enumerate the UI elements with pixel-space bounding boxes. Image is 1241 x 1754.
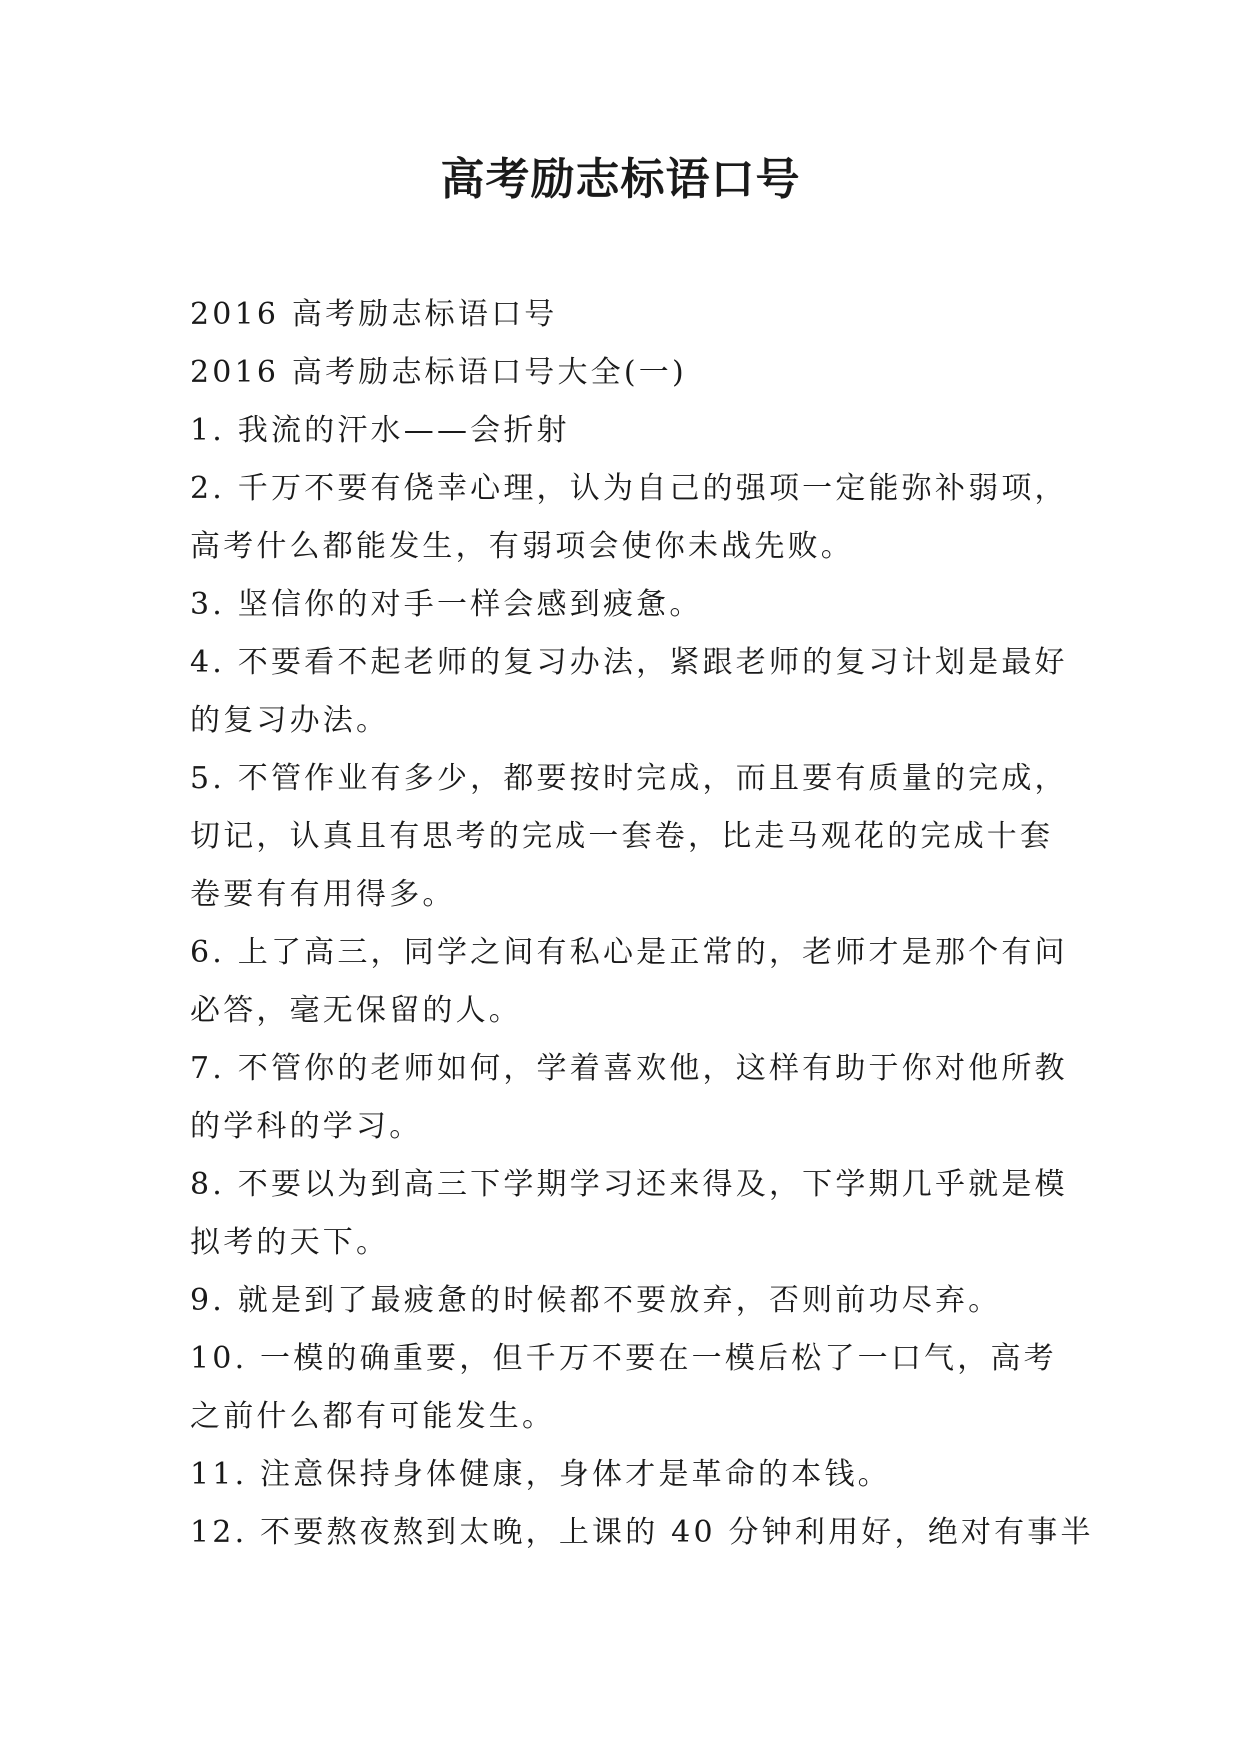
body-line: 拟考的天下。 bbox=[190, 1225, 390, 1260]
body-line: 5. 不管作业有多少，都要按时完成，而且要有质量的完成， bbox=[190, 761, 1068, 796]
body-line: 11. 注意保持身体健康，身体才是革命的本钱。 bbox=[190, 1457, 891, 1492]
body-line: 2. 千万不要有侥幸心理，认为自己的强项一定能弥补弱项， bbox=[190, 471, 1068, 506]
body-line: 卷要有有用得多。 bbox=[190, 877, 456, 912]
body-line: 3. 坚信你的对手一样会感到疲惫。 bbox=[190, 587, 703, 622]
body-line: 的复习办法。 bbox=[190, 703, 390, 738]
body-line: 10. 一模的确重要，但千万不要在一模后松了一口气，高考 bbox=[190, 1341, 1057, 1376]
body-line: 7. 不管你的老师如何，学着喜欢他，这样有助于你对他所教 bbox=[190, 1051, 1068, 1086]
body-line: 高考什么都能发生，有弱项会使你未战先败。 bbox=[190, 529, 854, 564]
body-line: 9. 就是到了最疲惫的时候都不要放弃，否则前功尽弃。 bbox=[190, 1283, 1002, 1318]
body-line: 的学科的学习。 bbox=[190, 1109, 423, 1144]
body-line: 必答，毫无保留的人。 bbox=[190, 993, 522, 1028]
body-line: 切记，认真且有思考的完成一套卷，比走马观花的完成十套 bbox=[190, 819, 1054, 854]
body-line: 2016 高考励志标语口号 bbox=[190, 297, 558, 332]
document-title: 高考励志标语口号 bbox=[440, 154, 801, 205]
body-line: 2016 高考励志标语口号大全(一) bbox=[190, 355, 687, 390]
body-line: 4. 不要看不起老师的复习办法，紧跟老师的复习计划是最好 bbox=[190, 645, 1068, 680]
body-line: 12. 不要熬夜熬到太晚，上课的 40 分钟利用好，绝对有事半 bbox=[190, 1515, 1094, 1550]
body-line: 1. 我流的汗水——会折射 bbox=[190, 413, 570, 448]
body-line: 8. 不要以为到高三下学期学习还来得及，下学期几乎就是模 bbox=[190, 1167, 1068, 1202]
body-line: 6. 上了高三，同学之间有私心是正常的，老师才是那个有问 bbox=[190, 935, 1068, 970]
body-line: 之前什么都有可能发生。 bbox=[190, 1399, 556, 1434]
document-body bbox=[190, 286, 1094, 1562]
